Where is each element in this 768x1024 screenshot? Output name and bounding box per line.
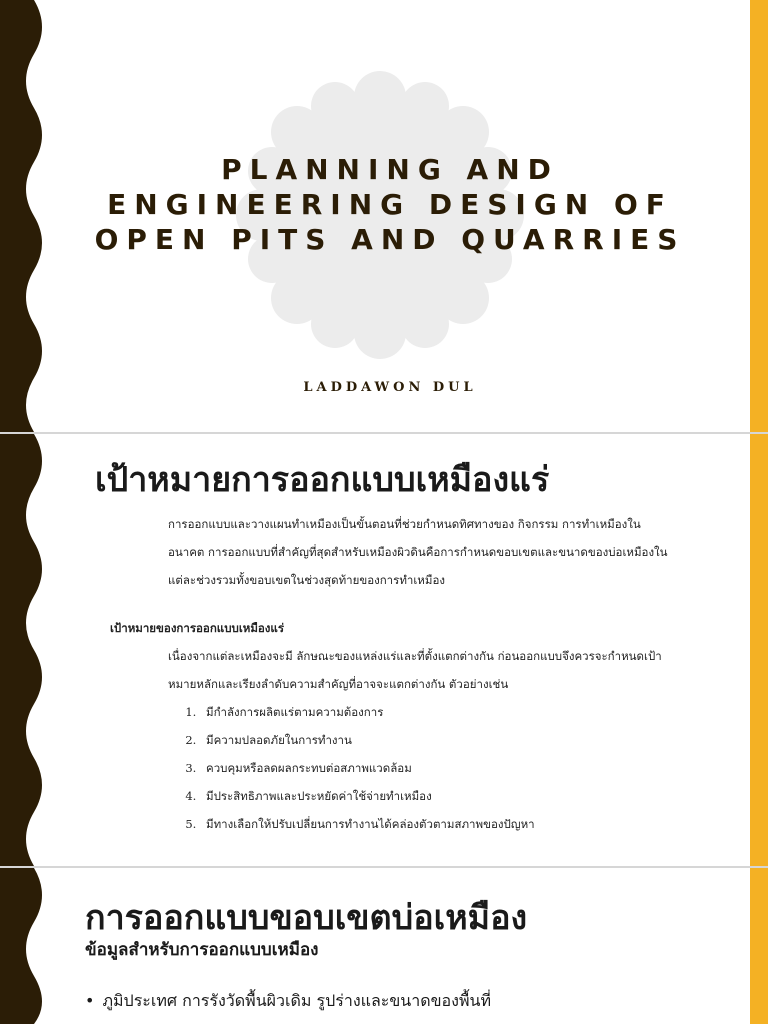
list-item: 2. มีความปลอดภัยในการทำงาน [200, 726, 670, 754]
wave-border-decoration [0, 434, 52, 866]
slide-heading: การออกแบบขอบเขตบ่อเหมือง [85, 898, 528, 938]
accent-bar [750, 434, 768, 866]
list-item: 4. มีประสิทธิภาพและประหยัดค่าใช้จ่ายทำเหมือง [200, 782, 670, 810]
slide-subheading: ข้อมูลสำหรับการออกแบบเหมือง [85, 940, 319, 960]
slide-heading: เป้าหมายการออกแบบเหมืองแร่ [95, 460, 550, 500]
goals-slide [0, 434, 768, 866]
goals-subheading: เป้าหมายของการออกแบบเหมืองแร่ [110, 621, 285, 635]
goals-paragraph: เนื่องจากแต่ละเหมืองจะมี ลักษณะของแหล่งแร่และที่ตั้งแตกต่างกัน ก่อนออกแบบจึงควรจะกำหนดเป้าหมายหลักและเรียงลำดับความสำคัญที่อาจจะแตกต่างกัน ตัวอย่างเช่น [168, 649, 662, 691]
wave-border-decoration [0, 0, 52, 432]
intro-paragraph: การออกแบบและวางแผนทำเหมืองเป็นขั้นตอนที่ช่วยกำหนดทิศทางของ กิจกรรม การทำเหมืองในอนาคต การออกแบบที่สำคัญที่สุดสำหรับเหมืองผิวดินคือการกำหนดขอบเขตและขนาดของบ่อเหมืองในแต่ละช่วงรวมทั้งขอบเขตในช่วงสุดท้ายของการทำเหมือง [168, 517, 668, 587]
list-item: 3. ควบคุมหรือลดผลกระทบต่อสภาพแวดล้อม [200, 754, 670, 782]
list-item: • ภูมิประเทศ การรังวัดพื้นผิวเดิม รูปร่างและขนาดของพื้นที่ [85, 986, 491, 1016]
accent-bar [750, 0, 768, 432]
author-name: LADDAWON DUL [303, 380, 477, 395]
list-item: 5. มีทางเลือกให้ปรับเปลี่ยนการทำงานได้คล่องตัวตามสภาพของปัญหา [200, 810, 670, 838]
title-slide [0, 0, 768, 432]
presentation-title: PLANNING AND ENGINEERING DESIGN OF OPEN PITS AND QUARRIES [94, 153, 686, 256]
accent-bar [750, 868, 768, 1024]
document-excerpt [110, 510, 670, 838]
list-item: 1. มีกำลังการผลิตแร่ตามความต้องการ [200, 698, 670, 726]
pit-design-slide [0, 868, 768, 1024]
bullet-list [85, 986, 491, 1016]
wave-border-decoration [0, 868, 52, 1024]
goals-list [110, 698, 670, 838]
